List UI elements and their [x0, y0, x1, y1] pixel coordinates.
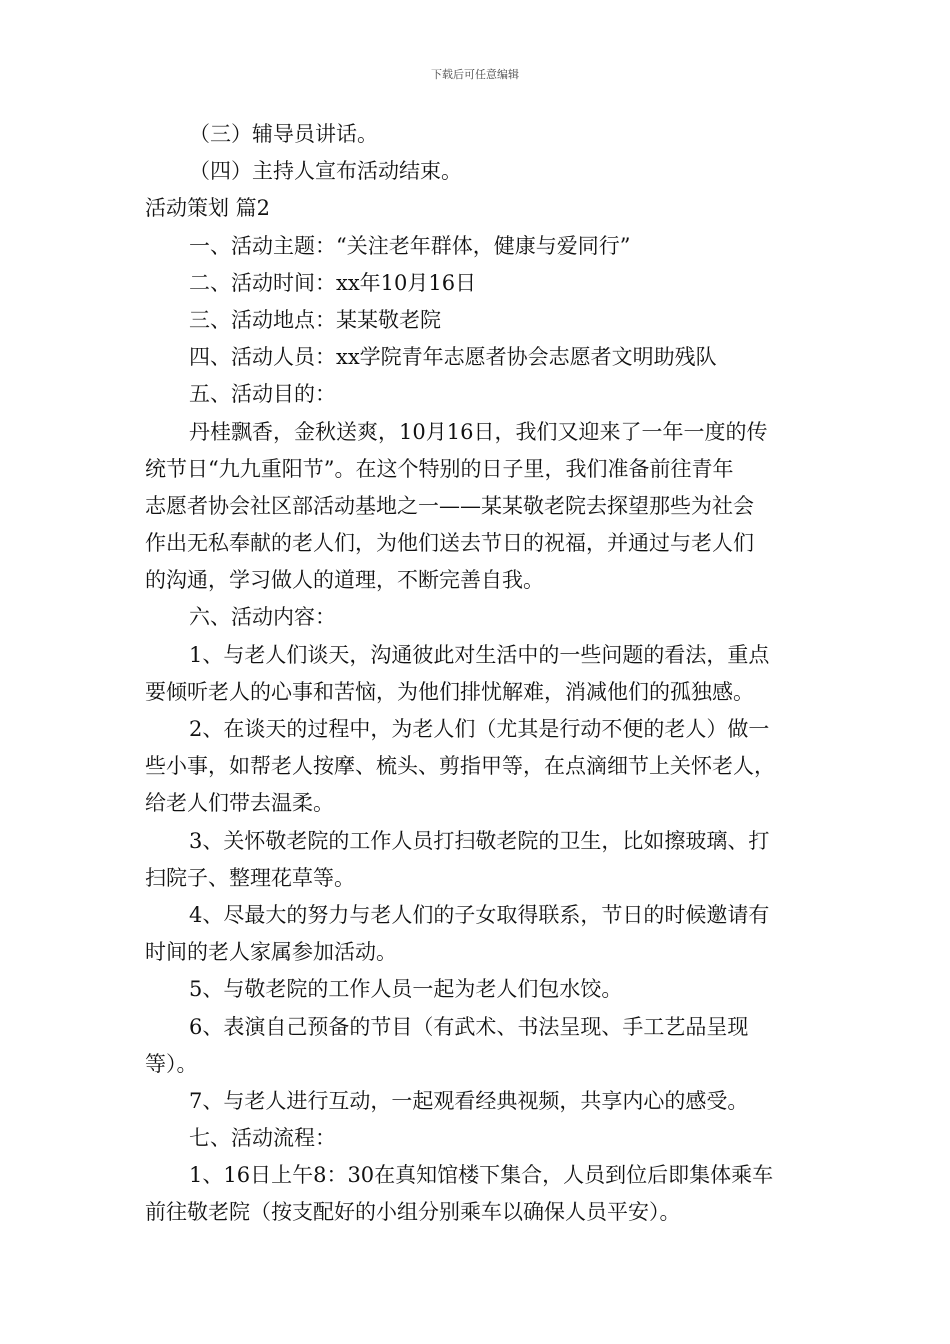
text-line: 1、16日上午8：30在真知馆楼下集合，人员到位后即集体乘车 — [189, 1163, 774, 1188]
text-line: 2、在谈天的过程中，为老人们（尤其是行动不便的老人）做一 — [189, 717, 770, 741]
text-line: 二、活动时间：xx年10月16日 — [189, 270, 477, 295]
text-line: 些小事，如帮老人按摩、梳头、剪指甲等，在点滴细节上关怀老人， — [145, 754, 775, 779]
page-header-note: 下载后可任意编辑 — [431, 68, 519, 81]
text-line: （四）主持人宣布活动结束。 — [189, 159, 462, 184]
text-line: 七、活动流程： — [189, 1126, 336, 1151]
text-line: 三、活动地点：某某敬老院 — [189, 307, 441, 332]
text-line: 志愿者协会社区部活动基地之一——某某敬老院去探望那些为社会 — [145, 493, 754, 518]
text-line: 6、表演自己预备的节目（有武术、书法呈现、手工艺品呈现 — [189, 1014, 749, 1039]
text-line: 前往敬老院（按支配好的小组分别乘车以确保人员平安）。 — [145, 1200, 681, 1225]
text-line: 一、活动主题：“关注老年群体，健康与爱同行” — [189, 233, 631, 258]
text-line: 四、活动人员：xx学院青年志愿者协会志愿者文明助残队 — [189, 345, 717, 370]
text-line: 3、关怀敬老院的工作人员打扫敬老院的卫生，比如擦玻璃、打 — [189, 828, 770, 853]
text-line: 时间的老人家属参加活动。 — [145, 940, 397, 965]
text-line: 等）。 — [145, 1051, 198, 1076]
section-heading: 活动策划 篇2 — [145, 196, 271, 221]
text-line: 六、活动内容： — [189, 605, 336, 630]
text-line: 五、活动目的： — [189, 382, 336, 407]
text-line: 统节日“九九重阳节”。在这个特别的日子里，我们准备前往青年 — [145, 456, 734, 481]
text-line: 要倾听老人的心事和苦恼，为他们排忧解难，消减他们的孤独感。 — [145, 679, 754, 704]
text-line: 7、与老人进行互动，一起观看经典视频，共享内心的感受。 — [189, 1088, 749, 1113]
document-body — [145, 116, 815, 1232]
text-line: 给老人们带去温柔。 — [145, 791, 334, 816]
text-line: 丹桂飘香，金秋送爽，10月16日，我们又迎来了一年一度的传 — [189, 419, 768, 444]
text-line: （三）辅导员讲话。 — [189, 122, 378, 146]
text-line: 1、与老人们谈天，沟通彼此对生活中的一些问题的看法，重点 — [189, 642, 770, 667]
text-line: 4、尽最大的努力与老人们的子女取得联系，节日的时候邀请有 — [189, 902, 770, 927]
text-line: 5、与敬老院的工作人员一起为老人们包水饺。 — [189, 977, 623, 1002]
text-line: 扫院子、整理花草等。 — [145, 865, 355, 890]
text-line: 作出无私奉献的老人们，为他们送去节日的祝福，并通过与老人们 — [145, 531, 754, 556]
text-line: 的沟通，学习做人的道理，不断完善自我。 — [145, 568, 544, 593]
